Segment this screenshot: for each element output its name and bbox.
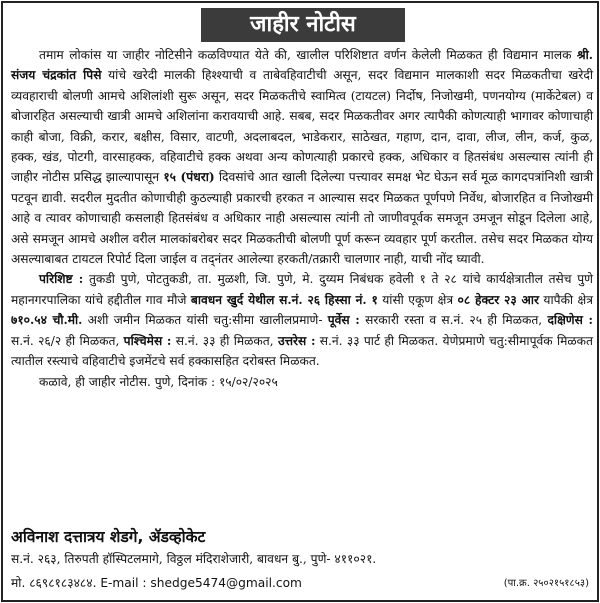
paragraph-text: दिवसांचे आत खाली दिलेल्या पत्त्यावर समक्ष भेट घेऊन सर्व मूळ कागदपत्रांनिशी खात्री पटवून द्यावी. सदरील मुदतीत कोणाचीही कुठल्याही प्रकारची हरकत न आल्यास सदर मिळकत पूर्णपणे निर्वेध, बोजारहित व निजोखमी आहे व त्यावर कोणाचाही कसलाही हितसंबंध व अधिकार नाही असल्यास त्यांनी तो जाणीवपूर्वक समजून उमजून सोडून दिलेला आहे, असे समजून आमचे अशील वरील मालकांबरोबर सदर मिळकतीची बोलणी पूर्ण करून व्यवहार पूर्ण करतील. तसेच सदर मिळकत योग्य असल्याबाबत टायटल रिपोर्ट दिला जाईल व तद्नंतर आलेल्या हरकती/तक्रारी चालणार नाही, याची नोंद घ्यावी. [11,170,593,267]
north-boundary-text: स.नं. ३३ पार्ट ही मिळकत. येणेप्रमाणे चतु:सीमापूर्वक मिळकत त्यातील रस्त्याचे वहिवाटीचे इजमेंटचे सर्व हक्कासहित दरोबस्त मिळकत. [11,333,593,369]
mobile-number: ८६९८१८३४८४. [29,576,97,590]
west-boundary-label: पश्चिमेस : [123,333,172,348]
advocate-contact [11,573,302,593]
schedule-paragraph [11,269,593,371]
north-boundary-label: उत्तरेस : [277,333,316,348]
owner-name: श्री. संजय चंद्रकांत पिसे [11,48,593,83]
schedule-label: परिशिष्ट : [39,272,84,287]
advocate-address: स.नं. २६३, तिरुपती हॉस्पिटलमागे, विठ्ठल मंदिराशेजारी, बावधन बु., पुणे- ४११०२१. [11,552,377,566]
village-survey-number: बावधन खुर्द येथील स.नं. २६ हिस्सा नं. १ [190,292,378,307]
schedule-text: यांसी एकूण क्षेत्र [377,292,458,307]
paragraph-text: यांचे खरेदी मालकी हिश्श्याची व ताबेवहिवाटीची असून, सदर विद्यमान मालकाशी सदर मिळकतीचा खरेदी व्यवहाराची बोलणी आमचे अशिलांशी सुरू असून, सदर मिळकतीचे स्वामित्व (टायटल) निर्दोष, निजोखमी, पणनयोग्य (मार्केटेबल) व बोजारहित असल्याची खात्री आमचे अशिलांना करावयाची आहे. सबब, सदर मिळकतीवर अगर त्यापैकी कोणत्याही भागावर कोणाचाही काही बोजा, विक्री, करार, बक्षीस, विसार, वाटणी, अदलाबदल, भाडेकरार, साठेखत, गहाण, दान, दावा, लीज, लीन, कर्ज, कुळ, हक्क, खंड, पोटगी, वारसाहक्क, वहिवाटीचे हक्क अथवा अन्य कोणत्याही प्रकारचे हक्क, अधिकार व हितसंबंध असल्यास त्यांनी ही जाहीर नोटीस प्रसिद्ध झाल्यापासून [11,68,593,185]
email-address: shedge5474@gmail.com [150,576,302,590]
notice-paragraph [11,45,593,269]
south-boundary-label: दक्षिणेस : [547,313,593,328]
closing-line: कळावे, ही जाहीर नोटीस. पुणे, दिनांक : १५/०२/२०२५ [39,374,278,389]
total-area: ०८ हेक्टर २३ आर [457,292,539,307]
email-label: E-mail : [96,576,151,590]
notice-title: जाहीर नोटीस [201,8,405,42]
public-notice [1,1,599,602]
east-boundary-text: सरकारी रस्ता व स.नं. २५ ही मिळकत, [359,313,548,328]
objection-period: १५ (पंधरा) [163,170,215,185]
notice-body [11,45,593,392]
paragraph-text: तमाम लोकांस या जाहीर नोटिसीने कळविण्यात येते की, खालील परिशिष्टात वर्णन केलेली मिळकत ही विद्यमान मालक [39,48,577,62]
east-boundary-label: पूर्वेस : [327,313,360,328]
schedule-text: यापैकी क्षेत्र [538,292,593,307]
schedule-text: अशी जमीन मिळकत यांसी चतु:सीमा खालीलप्रमाणे- [82,313,328,328]
advocate-name: अविनाश दत्तात्रय शेडगे, ॲडव्होकेट [11,528,206,546]
south-boundary-text: स.नं. २६/२ ही मिळकत, [11,333,124,348]
property-area: ७१०.५४ चौ.मी. [11,313,83,328]
west-boundary-text: स.नं. ३३ ही मिळकत, [171,333,278,348]
mobile-label: मो. [11,576,30,590]
schedule-text: तुकडी पुणे, पोटतुकडी, ता. मुळशी, जि. पुणे, मे. दुय्यम निबंधक हवेली १ ते २८ यांचे कार्यक्षेत्रातील तसेच पुणे महानगरपालिका यांचे हद्दीतील गाव मौजे [11,272,593,307]
publication-reference: (पा.क्र. २५०२१५१८५३) [503,578,589,589]
